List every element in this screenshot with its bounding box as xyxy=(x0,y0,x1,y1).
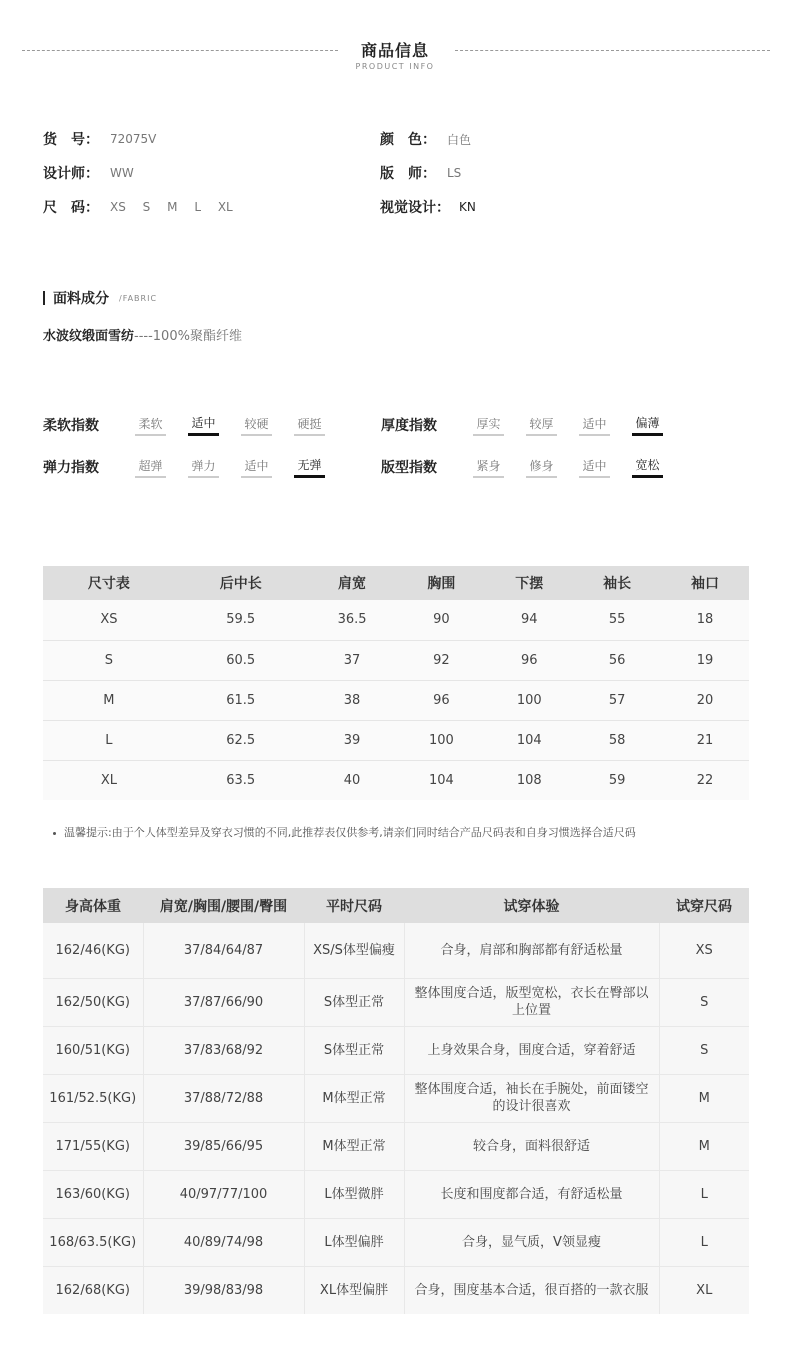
table-cell: 171/55(KG) xyxy=(43,1122,143,1170)
table-cell: 37/84/64/87 xyxy=(143,923,304,978)
table-cell: 22 xyxy=(661,760,749,800)
table-cell: M xyxy=(659,1074,749,1122)
column-header: 胸围 xyxy=(397,566,485,600)
table-cell: L体型微胖 xyxy=(304,1170,404,1218)
fit-index xyxy=(381,456,685,478)
product-info-right xyxy=(380,122,476,224)
table-row xyxy=(43,1122,749,1170)
table-cell: XL xyxy=(659,1266,749,1314)
index-option: 弹力 xyxy=(188,457,219,478)
table-cell: 40/97/77/100 xyxy=(143,1170,304,1218)
table-cell: 63.5 xyxy=(175,760,307,800)
bullet-icon xyxy=(53,832,56,835)
fabric-name: 水波纹缎面雪纺 xyxy=(43,329,135,344)
index-option: 紧身 xyxy=(473,457,504,478)
table-cell: 合身，显气质，V领显瘦 xyxy=(404,1218,659,1266)
product-info-left xyxy=(43,122,246,224)
table-cell: 55 xyxy=(573,600,661,640)
column-header: 袖口 xyxy=(661,566,749,600)
try-on-table xyxy=(43,888,749,1314)
info-value: 白色 xyxy=(447,132,472,147)
size-table-header xyxy=(43,566,749,600)
column-header: 后中长 xyxy=(175,566,307,600)
table-cell: 21 xyxy=(661,720,749,760)
table-cell: 36.5 xyxy=(307,600,398,640)
fabric-percent: ----100%聚酯纤维 xyxy=(134,329,242,344)
table-cell: 38 xyxy=(307,680,398,720)
table-row xyxy=(43,1170,749,1218)
table-cell: 96 xyxy=(485,640,573,680)
table-cell: L xyxy=(659,1170,749,1218)
info-label: 版 师： xyxy=(380,166,436,182)
table-cell: S xyxy=(659,978,749,1026)
table-cell: 40 xyxy=(307,760,398,800)
table-cell: XL体型偏胖 xyxy=(304,1266,404,1314)
softness-index xyxy=(43,414,347,436)
table-row xyxy=(43,760,749,800)
table-cell: 162/46(KG) xyxy=(43,923,143,978)
index-option: 超弹 xyxy=(135,457,166,478)
table-cell: S xyxy=(43,640,175,680)
info-row-designer xyxy=(43,156,246,190)
table-cell: S xyxy=(659,1026,749,1074)
column-header: 袖长 xyxy=(573,566,661,600)
info-row-visual-design xyxy=(380,190,476,224)
table-cell: 19 xyxy=(661,640,749,680)
size-list xyxy=(110,200,246,214)
info-label: 设计师： xyxy=(43,166,99,182)
table-cell: 整体围度合适，版型宽松，衣长在臀部以上位置 xyxy=(404,978,659,1026)
table-cell: 39 xyxy=(307,720,398,760)
index-option: 适中 xyxy=(579,415,610,436)
table-row xyxy=(43,1074,749,1122)
table-cell: 58 xyxy=(573,720,661,760)
section-subtitle: PRODUCT INFO xyxy=(355,62,435,71)
table-cell: 168/63.5(KG) xyxy=(43,1218,143,1266)
table-row xyxy=(43,1026,749,1074)
table-cell: 100 xyxy=(397,720,485,760)
index-option: 较厚 xyxy=(526,415,557,436)
table-cell: 162/50(KG) xyxy=(43,978,143,1026)
index-option-selected: 偏薄 xyxy=(632,414,663,436)
index-option-selected: 宽松 xyxy=(632,456,663,478)
table-cell: 62.5 xyxy=(175,720,307,760)
index-option: 硬挺 xyxy=(294,415,325,436)
elasticity-index xyxy=(43,456,347,478)
table-row xyxy=(43,1218,749,1266)
thickness-index xyxy=(381,414,685,436)
info-label: 货 号： xyxy=(43,132,99,148)
try-on-table-header xyxy=(43,888,749,923)
table-cell: M体型正常 xyxy=(304,1122,404,1170)
table-row xyxy=(43,600,749,640)
size-option: S xyxy=(142,200,151,214)
info-value: LS xyxy=(447,166,462,180)
table-cell: 18 xyxy=(661,600,749,640)
fabric-title-en: /FABRIC xyxy=(119,293,158,303)
info-value: KN xyxy=(459,200,476,214)
index-option: 适中 xyxy=(579,457,610,478)
table-cell: XS xyxy=(43,600,175,640)
size-option: M xyxy=(167,200,178,214)
index-label: 厚度指数 xyxy=(381,418,437,434)
fabric-composition xyxy=(43,325,242,344)
table-cell: 108 xyxy=(485,760,573,800)
table-cell: 合身，围度基本合适，很百搭的一款衣服 xyxy=(404,1266,659,1314)
table-row xyxy=(43,680,749,720)
table-cell: 较合身，面料很舒适 xyxy=(404,1122,659,1170)
table-cell: XL xyxy=(43,760,175,800)
table-cell: XS xyxy=(659,923,749,978)
table-cell: 上身效果合身，围度合适，穿着舒适 xyxy=(404,1026,659,1074)
table-cell: 39/85/66/95 xyxy=(143,1122,304,1170)
table-cell: 40/89/74/98 xyxy=(143,1218,304,1266)
table-cell: S体型正常 xyxy=(304,978,404,1026)
table-cell: 37/87/66/90 xyxy=(143,978,304,1026)
table-cell: 37 xyxy=(307,640,398,680)
table-cell: M xyxy=(659,1122,749,1170)
table-cell: 57 xyxy=(573,680,661,720)
table-cell: 92 xyxy=(397,640,485,680)
table-cell: 37/88/72/88 xyxy=(143,1074,304,1122)
table-cell: M体型正常 xyxy=(304,1074,404,1122)
index-option: 厚实 xyxy=(473,415,504,436)
size-table xyxy=(43,566,749,800)
table-cell: 163/60(KG) xyxy=(43,1170,143,1218)
column-header: 肩宽 xyxy=(307,566,398,600)
table-row xyxy=(43,720,749,760)
column-header: 身高体重 xyxy=(43,888,143,923)
table-cell: 60.5 xyxy=(175,640,307,680)
table-cell: 162/68(KG) xyxy=(43,1266,143,1314)
index-label: 弹力指数 xyxy=(43,460,99,476)
tip-text: 温馨提示:由于个人体型差异及穿衣习惯的不同,此推荐表仅供参考,请亲们同时结合产品尺码表和自身习惯选择合适尺码 xyxy=(64,826,636,839)
table-cell: 整体围度合适，袖长在手腕处，前面镂空的设计很喜欢 xyxy=(404,1074,659,1122)
column-header: 试穿体验 xyxy=(404,888,659,923)
table-cell: 94 xyxy=(485,600,573,640)
index-option: 柔软 xyxy=(135,415,166,436)
size-option: L xyxy=(194,200,201,214)
info-label: 颜 色： xyxy=(380,132,436,148)
column-header: 平时尺码 xyxy=(304,888,404,923)
info-row-color xyxy=(380,122,476,156)
table-cell: 90 xyxy=(397,600,485,640)
table-cell: S体型正常 xyxy=(304,1026,404,1074)
section-header xyxy=(0,36,790,76)
table-cell: 96 xyxy=(397,680,485,720)
index-option: 修身 xyxy=(526,457,557,478)
info-label: 尺 码： xyxy=(43,200,99,216)
table-cell: 104 xyxy=(485,720,573,760)
index-option: 适中 xyxy=(241,457,272,478)
table-cell: L xyxy=(659,1218,749,1266)
table-cell: 59.5 xyxy=(175,600,307,640)
info-row-sizes xyxy=(43,190,246,224)
heading-bar xyxy=(43,291,45,305)
fabric-title: 面料成分 xyxy=(53,291,109,307)
fit-tip xyxy=(53,824,636,840)
index-option-selected: 无弹 xyxy=(294,456,325,478)
column-header: 尺寸表 xyxy=(43,566,175,600)
table-cell: 100 xyxy=(485,680,573,720)
info-row-patternmaker xyxy=(380,156,476,190)
table-row xyxy=(43,978,749,1026)
table-row xyxy=(43,640,749,680)
table-cell: M xyxy=(43,680,175,720)
column-header: 试穿尺码 xyxy=(659,888,749,923)
table-row xyxy=(43,923,749,978)
table-cell: 59 xyxy=(573,760,661,800)
table-cell: 160/51(KG) xyxy=(43,1026,143,1074)
table-cell: 长度和围度都合适，有舒适松量 xyxy=(404,1170,659,1218)
table-cell: 合身，肩部和胸部都有舒适松量 xyxy=(404,923,659,978)
table-cell: L xyxy=(43,720,175,760)
section-title: 商品信息 xyxy=(360,41,429,60)
info-row-sku xyxy=(43,122,246,156)
table-cell: 37/83/68/92 xyxy=(143,1026,304,1074)
column-header: 下摆 xyxy=(485,566,573,600)
info-value: WW xyxy=(110,166,134,180)
table-cell: 56 xyxy=(573,640,661,680)
column-header: 肩宽/胸围/腰围/臀围 xyxy=(143,888,304,923)
fabric-heading xyxy=(43,288,157,308)
index-option-selected: 适中 xyxy=(188,414,219,436)
index-label: 版型指数 xyxy=(381,460,437,476)
index-option: 较硬 xyxy=(241,415,272,436)
info-label: 视觉设计： xyxy=(380,200,450,216)
table-cell: L体型偏胖 xyxy=(304,1218,404,1266)
table-cell: 20 xyxy=(661,680,749,720)
size-option: XL xyxy=(217,200,233,214)
table-cell: XS/S体型偏瘦 xyxy=(304,923,404,978)
table-row xyxy=(43,1266,749,1314)
table-cell: 61.5 xyxy=(175,680,307,720)
index-label: 柔软指数 xyxy=(43,418,99,434)
table-cell: 161/52.5(KG) xyxy=(43,1074,143,1122)
table-cell: 104 xyxy=(397,760,485,800)
info-value: 72075V xyxy=(110,132,157,146)
table-cell: 39/98/83/98 xyxy=(143,1266,304,1314)
size-option: XS xyxy=(110,200,126,214)
